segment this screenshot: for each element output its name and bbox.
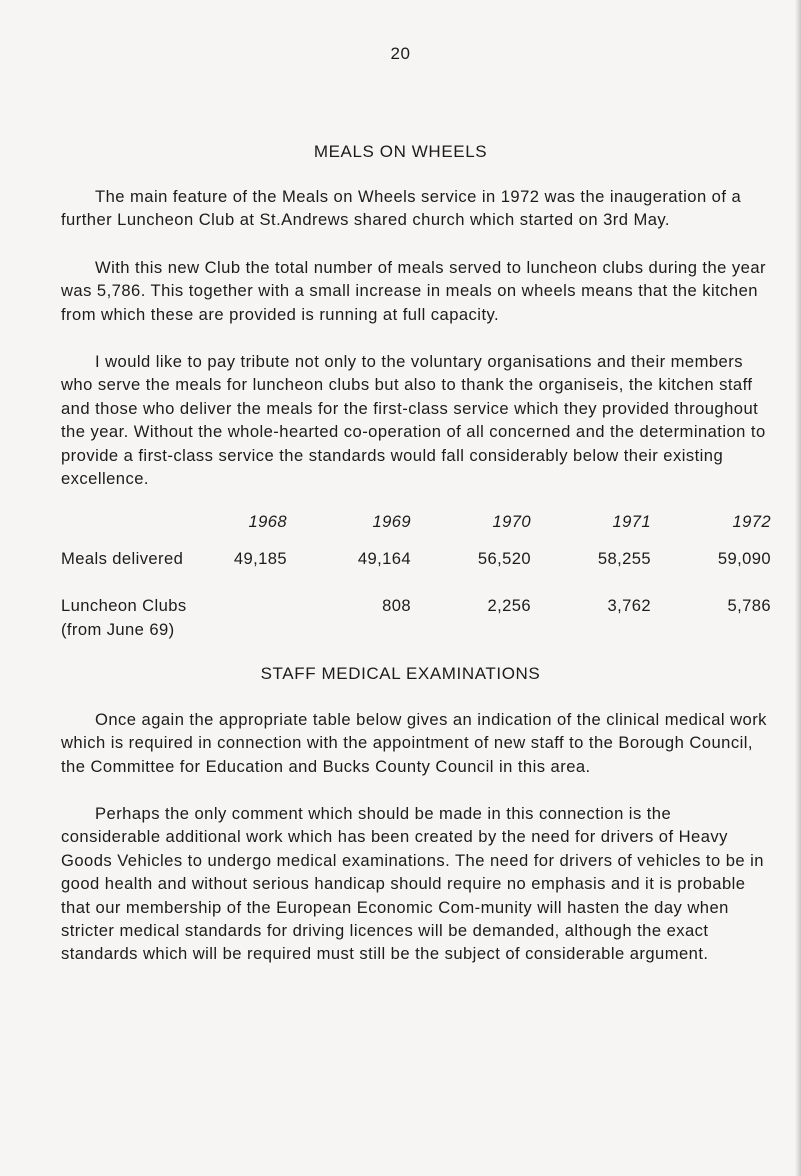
meals-on-wheels-heading: MEALS ON WHEELS: [313, 142, 488, 161]
table-cell: 2,256: [487, 596, 531, 615]
staff-medical-heading: STAFF MEDICAL EXAMINATIONS: [260, 664, 541, 683]
scan-edge-shadow: [795, 0, 801, 1176]
row-label: Luncheon Clubs: [61, 596, 187, 615]
meals-paragraph-3: I would like to pay tribute not only to the voluntary organisations and their members who serve the meals for luncheon clubs but also to thank the organiseis, the kitchen staff and those who deliver the meals for the first-class service which they provided throughout the year. Without the whole-hearted co-operation of all concerned and the determination to provide a first-class service the standards would fall considerably below their existing excellence.: [61, 352, 766, 489]
year-header: 1968: [248, 512, 287, 531]
table-cell: 49,164: [357, 549, 411, 568]
row-label: Meals delivered: [61, 549, 184, 568]
staff-paragraph-1: Once again the appropriate table below gives an indication of the clinical medical work which is required in connection with the appointment of new staff to the Borough Council, the Committee for Education and Bucks County Council in this area.: [61, 710, 767, 776]
table-cell: 5,786: [727, 596, 771, 615]
table-cell: 59,090: [717, 549, 771, 568]
page-number: 20: [390, 44, 411, 63]
meals-paragraph-1: The main feature of the Meals on Wheels service in 1972 was the inaugeration of a further Luncheon Club at St.Andrews shared church which started on 3rd May.: [61, 187, 742, 230]
table-cell: 49,185: [233, 549, 287, 568]
year-header: 1969: [372, 512, 411, 531]
year-header: 1970: [492, 512, 531, 531]
table-cell: 3,762: [607, 596, 651, 615]
year-header: 1972: [732, 512, 771, 531]
table-cell: 808: [382, 596, 411, 615]
year-header-row: [61, 512, 771, 536]
table-cell: 56,520: [477, 549, 531, 568]
year-header: 1971: [612, 512, 651, 531]
meals-delivered-row: [61, 549, 771, 573]
staff-paragraph-2: Perhaps the only comment which should be made in this connection is the considerable additional work which has been created by the need for drivers of Heavy Goods Vehicles to undergo medical examinations. The need for drivers of vehicles to be in good health and without serious handicap should require no emphasis and it is probable that our membership of the European Economic Com-munity will hasten the day when stricter medical standards for driving licences will be demanded, although the exact standards which will be required must still be the subject of considerable argument.: [61, 804, 764, 964]
luncheon-clubs-row: [61, 596, 771, 639]
table-cell: 58,255: [597, 549, 651, 568]
row-sublabel: (from June 69): [61, 620, 175, 639]
meals-paragraph-2: With this new Club the total number of meals served to luncheon clubs during the year was 5,786. This together with a small increase in meals on wheels means that the kitchen from which these are provided is running at full capacity.: [61, 258, 766, 324]
